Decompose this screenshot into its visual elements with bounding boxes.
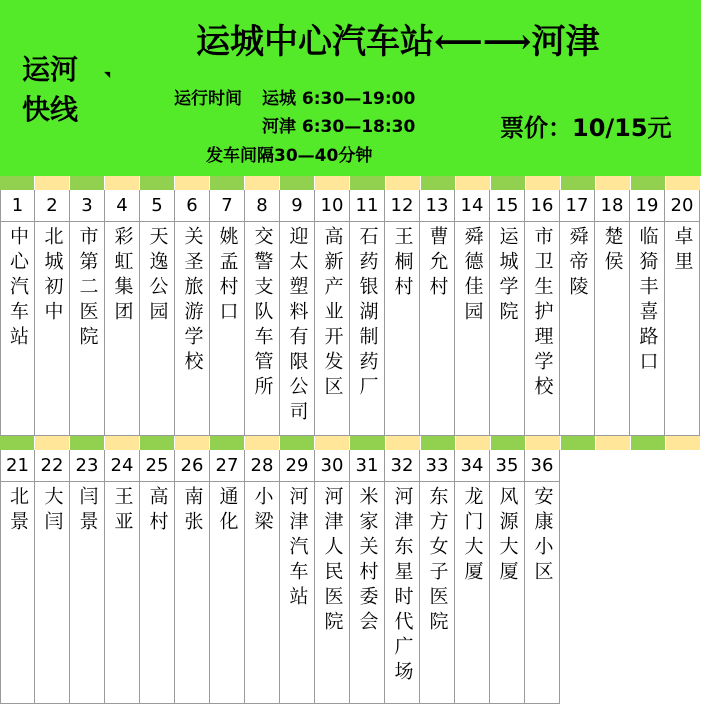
- stop-number: 32: [385, 450, 419, 482]
- stop-name: 姚孟村口: [216, 226, 239, 326]
- stripe-segment: [596, 176, 631, 190]
- stripe-segment: [386, 436, 421, 450]
- stop-cell: [35, 450, 70, 704]
- stop-number: 11: [350, 190, 384, 222]
- stripe-segment: [210, 436, 245, 450]
- stripe-segment: [35, 436, 70, 450]
- stop-cell: [35, 190, 70, 436]
- stripe-segment: [491, 436, 526, 450]
- stripe-segment: [0, 176, 35, 190]
- stop-number: 31: [350, 450, 384, 482]
- stop-cell: [0, 450, 35, 704]
- stripe-segment: [280, 436, 315, 450]
- departure-interval: 发车间隔30—40分钟: [206, 146, 373, 166]
- stop-name: 北城初中: [41, 226, 64, 326]
- stop-cell: [350, 450, 385, 704]
- stop-name: 天逸公园: [146, 226, 169, 326]
- stripe-segment: [350, 176, 385, 190]
- stripe-segment: [315, 176, 350, 190]
- stop-number: 10: [315, 190, 349, 222]
- stop-number: 12: [385, 190, 419, 222]
- stop-number: 18: [595, 190, 629, 222]
- stops-row-1: [0, 190, 700, 436]
- stripe-segment: [210, 176, 245, 190]
- stop-number: 21: [1, 450, 34, 482]
- stop-name: 河津人民医院: [321, 486, 344, 636]
- stripe-segment: [140, 176, 175, 190]
- stop-number: 34: [455, 450, 489, 482]
- stripe-segment: [105, 176, 140, 190]
- stop-name: 关圣旅游学校: [181, 226, 204, 376]
- stripe-segment: [350, 436, 385, 450]
- stop-cell: [385, 190, 420, 436]
- stop-cell: [70, 450, 105, 704]
- small-mark: ◥: [104, 70, 111, 79]
- stop-number: 25: [140, 450, 174, 482]
- stop-cell: [385, 450, 420, 704]
- stops-row-2: [0, 450, 560, 704]
- stripe-segment: [421, 176, 456, 190]
- hours-hejin: 河津 6:30—18:30: [262, 117, 416, 137]
- stop-cell: [560, 190, 595, 436]
- stop-name: 曹允村: [426, 226, 449, 301]
- stop-cell: [420, 450, 455, 704]
- stop-cell: [175, 450, 210, 704]
- stop-name: 卓里: [671, 226, 694, 276]
- stop-cell: [315, 190, 350, 436]
- stop-name: 南张: [181, 486, 204, 536]
- stop-cell: [175, 190, 210, 436]
- stop-name: 高村: [146, 486, 169, 536]
- stop-name: 龙门大厦: [461, 486, 484, 586]
- stop-cell: [210, 190, 245, 436]
- stop-name: 安康小区: [531, 486, 554, 586]
- stop-number: 26: [175, 450, 209, 482]
- stop-number: 3: [70, 190, 104, 222]
- stop-cell: [245, 190, 280, 436]
- stop-name: 王桐村: [391, 226, 414, 301]
- stop-name: 市卫生护理学校: [531, 226, 554, 401]
- stop-number: 4: [105, 190, 139, 222]
- hours-yuncheng: 运城 6:30—19:00: [262, 89, 416, 109]
- route-title: 运城中心汽车站⟵⟶河津: [196, 22, 600, 62]
- stripe-segment: [526, 436, 561, 450]
- stripe-segment: [175, 436, 210, 450]
- stripe-segment: [596, 436, 631, 450]
- stop-cell: [140, 190, 175, 436]
- stop-number: 30: [315, 450, 349, 482]
- stop-number: 2: [35, 190, 69, 222]
- stop-cell: [0, 190, 35, 436]
- stop-cell: [595, 190, 630, 436]
- stop-number: 6: [175, 190, 209, 222]
- stop-name: 市第二医院: [76, 226, 99, 351]
- stripe-segment: [666, 176, 701, 190]
- stop-name: 舜德佳园: [461, 226, 484, 326]
- route-name-line2: 快线: [22, 93, 79, 126]
- stripe-segment: [70, 436, 105, 450]
- stop-number: 24: [105, 450, 139, 482]
- stop-number: 9: [280, 190, 314, 222]
- stripe-segment: [245, 176, 280, 190]
- stop-number: 33: [420, 450, 454, 482]
- stripe-segment: [456, 176, 491, 190]
- stripe-segment: [175, 176, 210, 190]
- header-banner: [0, 0, 701, 176]
- stop-name: 闫景: [76, 486, 99, 536]
- stop-number: 14: [455, 190, 489, 222]
- stop-number: 1: [1, 190, 34, 222]
- stripe-segment: [491, 176, 526, 190]
- stripe-segment: [526, 176, 561, 190]
- hours-label: 运行时间: [174, 89, 242, 109]
- stop-cell: [280, 190, 315, 436]
- stop-name: 东方女子医院: [426, 486, 449, 636]
- route-name: [22, 50, 102, 130]
- stop-name: 风源大厦: [496, 486, 519, 586]
- stop-number: 36: [525, 450, 559, 482]
- stop-cell: [490, 450, 525, 704]
- stripe-segment: [245, 436, 280, 450]
- stop-name: 交警支队车管所: [251, 226, 274, 401]
- stop-name: 中心汽车站: [7, 226, 29, 351]
- stop-name: 大闫: [41, 486, 64, 536]
- stop-number: 5: [140, 190, 174, 222]
- stop-cell: [455, 450, 490, 704]
- stripe-segment: [280, 176, 315, 190]
- stripe-segment: [35, 176, 70, 190]
- stop-number: 7: [210, 190, 244, 222]
- stop-name: 石药银湖制药厂: [356, 226, 379, 401]
- stripe-middle: [0, 436, 701, 450]
- stop-number: 13: [420, 190, 454, 222]
- stripe-segment: [631, 436, 666, 450]
- stop-cell: [70, 190, 105, 436]
- stripe-segment: [421, 436, 456, 450]
- stop-name: 通化: [216, 486, 239, 536]
- stop-cell: [140, 450, 175, 704]
- stop-cell: [245, 450, 280, 704]
- stop-number: 16: [525, 190, 559, 222]
- stop-cell: [210, 450, 245, 704]
- stop-name: 舜帝陵: [566, 226, 589, 301]
- stop-name: 河津东星时代广场: [391, 486, 414, 686]
- stripe-segment: [456, 436, 491, 450]
- fare: 票价：10/15元: [500, 114, 672, 142]
- stop-name: 高新产业开发区: [321, 226, 344, 401]
- stop-name: 临猗丰喜路口: [636, 226, 659, 376]
- stripe-segment: [631, 176, 666, 190]
- stop-number: 15: [490, 190, 524, 222]
- stop-number: 23: [70, 450, 104, 482]
- stop-cell: [105, 450, 140, 704]
- stripe-segment: [140, 436, 175, 450]
- stop-cell: [525, 190, 560, 436]
- stop-number: 20: [665, 190, 699, 222]
- stripe-segment: [70, 176, 105, 190]
- stop-number: 19: [630, 190, 664, 222]
- stop-cell: [525, 450, 560, 704]
- stop-cell: [455, 190, 490, 436]
- stripe-segment: [0, 436, 35, 450]
- stop-cell: [105, 190, 140, 436]
- stop-number: 8: [245, 190, 279, 222]
- stop-name: 运城学院: [496, 226, 519, 326]
- stop-cell: [630, 190, 665, 436]
- stop-name: 迎太塑料有限公司: [286, 226, 309, 426]
- route-name-line1: 运河: [22, 53, 79, 86]
- stripe-segment: [561, 436, 596, 450]
- stop-cell: [315, 450, 350, 704]
- stop-number: 29: [280, 450, 314, 482]
- stop-number: 35: [490, 450, 524, 482]
- stop-name: 河津汽车站: [286, 486, 309, 611]
- stop-number: 22: [35, 450, 69, 482]
- stop-cell: [490, 190, 525, 436]
- stripe-segment: [386, 176, 421, 190]
- stop-number: 28: [245, 450, 279, 482]
- stop-cell: [280, 450, 315, 704]
- stripe-segment: [315, 436, 350, 450]
- stop-name: 小梁: [251, 486, 274, 536]
- stripe-segment: [561, 176, 596, 190]
- stop-cell: [665, 190, 700, 436]
- stop-name: 米家关村委会: [356, 486, 379, 636]
- stop-name: 王亚: [111, 486, 134, 536]
- stop-name: 楚侯: [601, 226, 624, 276]
- stripe-segment: [105, 436, 140, 450]
- stop-name: 彩虹集团: [111, 226, 134, 326]
- stripe-segment: [666, 436, 701, 450]
- stop-cell: [350, 190, 385, 436]
- stripe-top: [0, 176, 701, 190]
- stop-name: 北景: [7, 486, 29, 536]
- stop-cell: [420, 190, 455, 436]
- stop-number: 27: [210, 450, 244, 482]
- stop-number: 17: [560, 190, 594, 222]
